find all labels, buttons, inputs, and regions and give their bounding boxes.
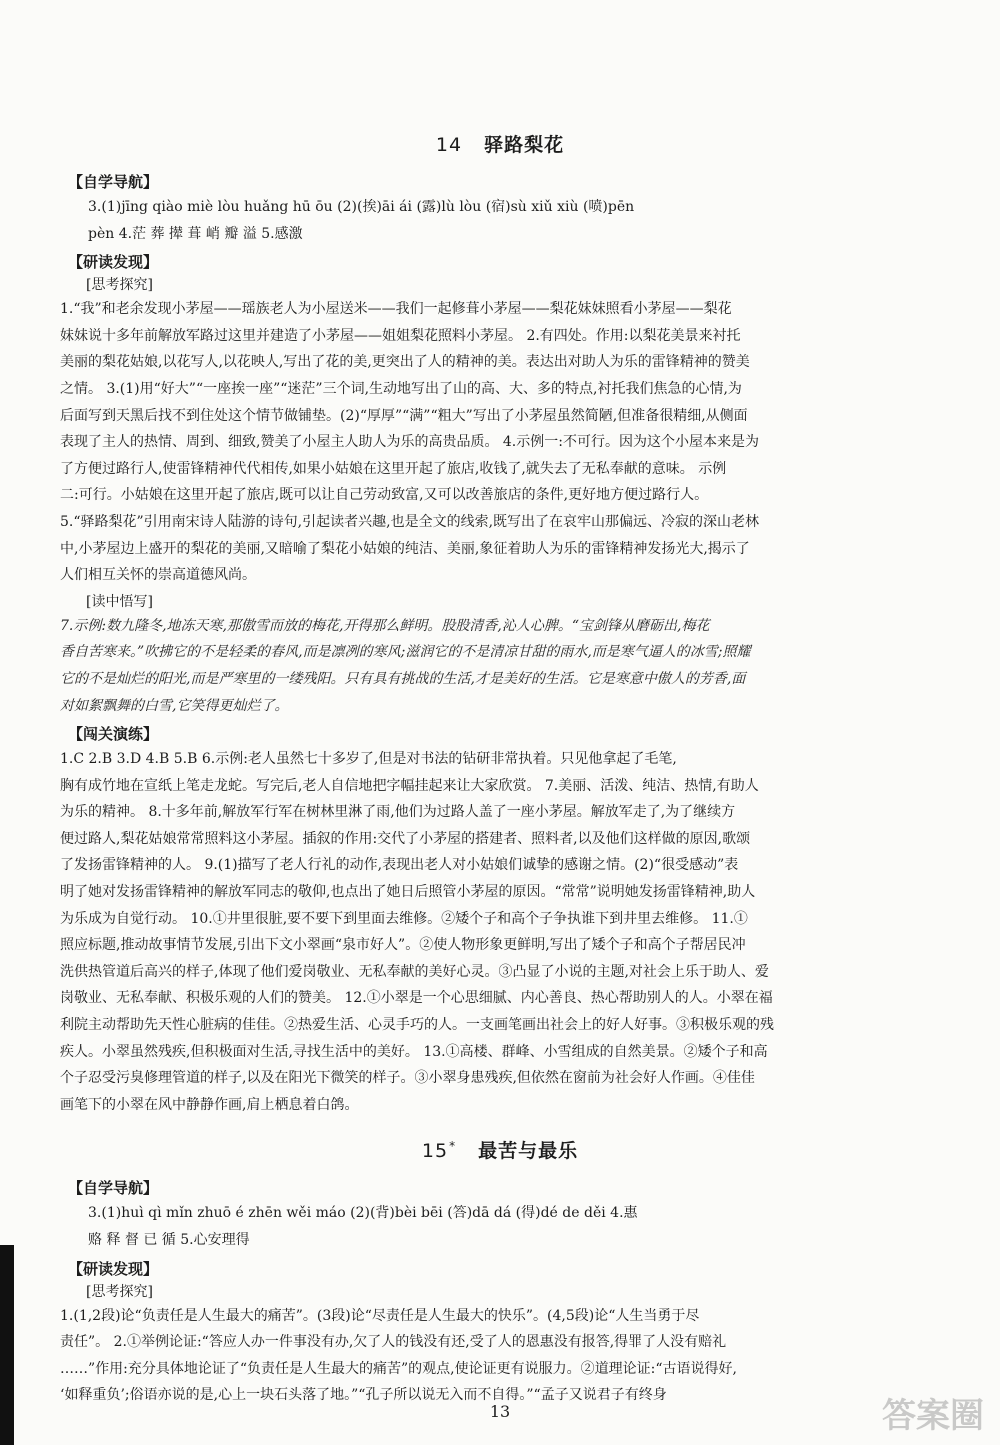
text-line: 后面写到天黑后找不到住处这个情节做铺垫。(2)“厚厚”“满”“粗大”写出了小茅屋虽然简陋,但准备很精细,从侧面 [60,407,748,424]
yandu-header-15: 【研读发现】 [68,1259,159,1278]
zixue-block-14 [60,194,940,247]
text-line: 胸有成竹地在宣纸上笔走龙蛇。写完后,老人自信地把字幅挂起来让大家欣赏。 7.美丽、活泼、纯洁、热情,有助人 [60,777,759,794]
lesson-15-number: 15* [421,1139,457,1163]
text-line: 人们相互关怀的崇高道德风尚。 [60,567,256,584]
text-line: 为乐成为自觉行动。 10.①井里很脏,要不要下到里面去维修。②矮个子和高个子争执谁下到井里去维修。 11.① [60,910,748,927]
page-content [60,120,940,1409]
text-line: 3.(1)jīng qiào miè lòu huǎng hū ōu (2)(挨)āi ái (露)lù lòu (宿)sù xiǔ xiù (喷)pēn [88,199,635,215]
watermark-text: 答案圈 [882,1396,984,1436]
text-line: 明了她对发扬雷锋精神的解放军同志的敬仰,也点出了她日后照管小茅屋的原因。“常常”说明她发扬雷锋精神,助人 [60,884,756,901]
zixue-block-15 [60,1200,940,1253]
text-line: 5.“驿路梨花”引用南宋诗人陆游的诗句,引起读者兴趣,也是全文的线索,既写出了在哀牢山那偏远、冷寂的深山老林 [60,513,760,530]
text-line: 之情。 3.(1)用“好大”“一座挨一座”“迷茫”三个词,生动地写出了山的高、大、多的特点,衬托我们焦急的心情,为 [60,380,742,397]
text-line: ‘如释重负’;俗语亦说的是,心上一块石头落了地。”“孔子所以说无入而不自得。”“孟子又说君子有终身 [60,1387,667,1404]
text-line: 了方便过路行人,使雷锋精神代代相传,如果小姑娘在这里开起了旅店,收钱了,就失去了无私奉献的意味。 示例 [60,460,727,477]
watermark-logo [804,1357,984,1437]
zixue-header-14: 【自学导航】 [68,173,159,191]
duzhong-label-14: [读中悟写] [86,593,153,610]
chuangguan-header-14: 【闯关演练】 [68,725,159,744]
yandu-header-14: 【研读发现】 [68,253,159,272]
text-line: ……”作用:充分具体地论证了“负责任是人生最大的痛苦”的观点,使论证更有说服力。②道理论证:“古语说得好, [60,1360,737,1377]
text-line: 1.(1,2段)论“负责任是人生最大的痛苦”。(3段)论“尽责任是人生最大的快乐”。(4,5段)论“人生当勇于尽 [60,1307,700,1324]
sikao-block-14 [60,296,940,589]
chuangguan-block-14 [60,746,940,1118]
duzhong-block-14 [60,613,940,719]
text-line: 洗供热管道后高兴的样子,体现了他们爱岗敬业、无私奉献的美好心灵。③凸显了小说的主题,对社会上乐于助人、爱 [60,963,769,980]
lesson-14-title-text: 驿路梨花 [484,134,565,156]
text-line: 照应标题,推动故事情节发展,引出下文小翠画“泉市好人”。②使人物形象更鲜明,写出了矮个子和高个子帮居民冲 [60,937,746,954]
sikao-label-15: [思考探究] [86,1283,153,1300]
optional-star: * [449,1139,457,1154]
text-line: 赂 释 督 已 循 5.心安理得 [88,1232,250,1248]
text-line: 美丽的梨花姑娘,以花写人,以花映人,写出了花的美,更突出了人的精神的美。表达出对助人为乐的雷锋精神的赞美 [60,354,750,371]
text-line: 疾人。小翠虽然残疾,但积极面对生活,寻找生活中的美好。 13.①高楼、群峰、小雪组成的自然美景。②矮个子和高 [60,1043,768,1060]
text-line: 它的不是灿烂的阳光,而是严寒里的一缕残阳。只有具有挑战的生活,才是美好的生活。它是寒意中傲人的芳香,面 [60,670,746,687]
text-line: 为乐的精神。 8.十多年前,解放军行军在树林里淋了雨,他们为过路人盖了一座小茅屋。解放军走了,为了继续方 [60,804,736,821]
lesson-14-number: 14 [435,134,463,156]
text-line: 3.(1)huì qì mǐn zhuō é zhēn wěi máo (2)(背)bèi bēi (答)dā dá (得)dé de děi 4.惠 [88,1205,638,1222]
page-number: 13 [489,1402,511,1421]
zixue-header-15: 【自学导航】 [68,1179,159,1198]
text-line: 1.C 2.B 3.D 4.B 5.B 6.示例:老人虽然七十多岁了,但是对书法的钻研非常执着。只见他拿起了毛笔, [60,751,677,768]
lesson-14-title [60,130,940,157]
sikao-label-14: [思考探究] [86,277,153,294]
text-line: 个子忍受污臭修理管道的样子,以及在阳光下微笑的样子。③小翠身患残疾,但依然在窗前为社会好人作画。④佳佳 [60,1070,755,1087]
text-line: 画笔下的小翠在风中静静作画,肩上栖息着白鸽。 [60,1096,359,1113]
text-line: 表现了主人的热情、周到、细致,赞美了小屋主人助人为乐的高贵品质。 4.示例一:不可行。因为这个小屋本来是为 [60,434,759,451]
text-line: 1.“我”和老余发现小茅屋——瑶族老人为小屋送米——我们一起修葺小茅屋——梨花妹妹照看小茅屋——梨花 [60,301,732,318]
text-line: 二:可行。小姑娘在这里开起了旅店,既可以让自己劳动致富,又可以改善旅店的条件,更好地方便过路行人。 [60,487,709,504]
text-line: 便过路人,梨花姑娘常常照料这小茅屋。插叙的作用:交代了小茅屋的搭建者、照料者,以及他们这样做的原因,歌颂 [60,830,751,847]
text-line: 责任”。 2.①举例论证:“答应人办一件事没有办,欠了人的钱没有还,受了人的恩惠没有报答,得罪了人没有赔礼 [60,1334,727,1351]
text-line: 中,小茅屋边上盛开的梨花的美丽,又暗喻了梨花小姑娘的纯洁、美丽,象征着助人为乐的雷锋精神发扬光大,揭示了 [60,540,750,557]
text-line: 7.示例:数九隆冬,地冻天寒,那傲雪而放的梅花,开得那么鲜明。股股清香,沁人心脾。“宝剑锋从磨砺出,梅花 [60,617,710,634]
text-line: 对如絮飘舞的白雪,它笑得更灿烂了。 [60,697,289,714]
text-line: 妹妹说十多年前解放军路过这里并建造了小茅屋——姐姐梨花照料小茅屋。 2.有四处。作用:以梨花美景来衬托 [60,327,741,344]
text-line: 利院主动帮助先天性心脏病的佳佳。②热爱生活、心灵手巧的人。一支画笔画出社会上的好人好事。③积极乐观的残 [60,1017,774,1034]
text-line: 岗敬业、无私奉献、积极乐观的人们的赞美。 12.①小翠是一个心思细腻、内心善良、热心帮助别人的人。小翠在福 [60,990,773,1007]
text-line: pèn 4.茫 葬 撵 葺 峭 瓣 溢 5.感激 [88,225,303,242]
lesson-15-title [60,1136,940,1163]
text-line: 香自苦寒来。”吹拂它的不是轻柔的春风,而是凛冽的寒风;滋润它的不是清凉甘甜的雨水,而是寒气逼人的冰雪;照耀 [60,644,751,661]
lesson-15-title-text: 最苦与最乐 [478,1140,579,1163]
text-line: 了发扬雷锋精神的人。 9.(1)描写了老人行礼的动作,表现出老人对小姑娘们诚挚的感谢之情。(2)“很受感动”表 [60,857,739,874]
